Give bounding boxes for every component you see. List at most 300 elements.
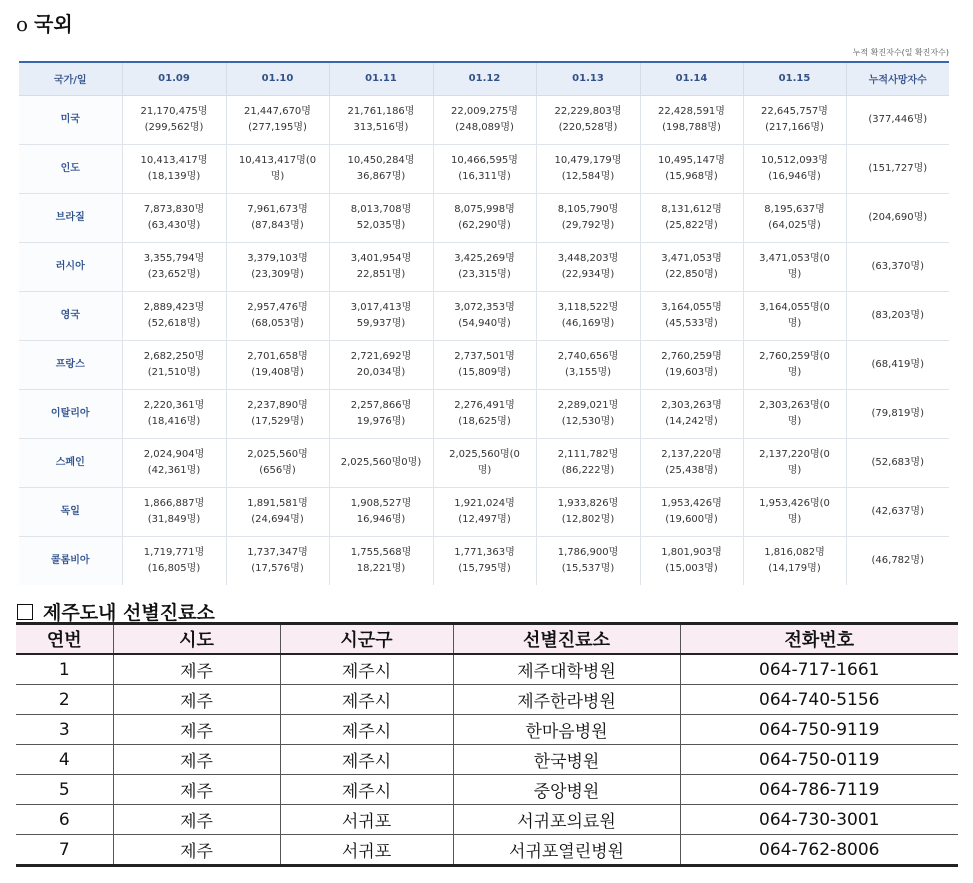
table-row xyxy=(19,291,949,340)
case-count-cell xyxy=(846,487,949,536)
case-count-cell xyxy=(433,144,536,193)
cell-text: (15,795명) xyxy=(458,562,511,574)
cell-text: (42,361명) xyxy=(147,464,201,476)
case-count-cell xyxy=(640,242,743,291)
table-cell: 6 xyxy=(16,805,113,835)
cell-text: 1,933,826명 xyxy=(557,497,619,509)
case-count-cell xyxy=(226,291,329,340)
table-row xyxy=(16,805,958,835)
table-cell: 064-750-0119 xyxy=(680,745,958,775)
column-header: 누적사망자수 xyxy=(846,62,949,95)
case-count-cell xyxy=(743,95,846,144)
cell-text: 명) xyxy=(787,366,802,378)
case-count-cell xyxy=(640,291,743,340)
cell-text: (248,089명) xyxy=(455,121,514,133)
cell-text: 52,035명) xyxy=(356,219,406,231)
cell-text: (24,694명) xyxy=(251,513,304,525)
cell-text: 1,786,900명 xyxy=(557,546,619,558)
case-count-cell xyxy=(433,536,536,585)
cell-text: (204,690명) xyxy=(868,211,928,223)
cell-text: 59,937명) xyxy=(356,317,406,329)
table-cell: 064-750-9119 xyxy=(680,715,958,745)
cell-text: (86,222명) xyxy=(561,464,615,476)
cell-text: (16,946명) xyxy=(768,170,821,182)
cell-text: 8,131,612명 xyxy=(661,203,722,215)
cell-text: (656명) xyxy=(259,464,296,476)
cell-text: 1,719,771명 xyxy=(143,546,205,558)
cell-text: 2,237,890명 xyxy=(247,399,308,411)
section-jeju-title-text: 제주도내 선별진료소 xyxy=(43,602,215,624)
table-cell: 제주 xyxy=(113,685,280,715)
section-overseas-title xyxy=(16,8,73,37)
cell-text: 명) xyxy=(477,464,492,476)
case-count-cell xyxy=(743,242,846,291)
cell-text: (22,934명) xyxy=(561,268,615,280)
column-header: 01.14 xyxy=(640,62,743,95)
column-header: 국가/일 xyxy=(19,62,122,95)
case-count-cell xyxy=(226,193,329,242)
cell-text: 2,760,259명 xyxy=(661,350,722,362)
cell-text: 1,866,887명 xyxy=(143,497,205,509)
case-count-cell xyxy=(536,291,640,340)
cell-text: (83,203명) xyxy=(871,309,924,321)
table-row xyxy=(19,242,949,291)
cell-text: (3,155명) xyxy=(564,366,612,378)
case-count-cell xyxy=(536,193,640,242)
cell-text: (87,843명) xyxy=(251,219,304,231)
country-name: 콜롬비아 xyxy=(19,536,122,585)
cell-text: 2,137,220명 xyxy=(661,448,722,460)
cell-text: 10,512,093명 xyxy=(761,154,828,166)
table-row xyxy=(16,685,958,715)
table-cell: 제주시 xyxy=(280,745,453,775)
column-header: 01.11 xyxy=(329,62,433,95)
country-name: 브라질 xyxy=(19,193,122,242)
case-count-cell xyxy=(743,291,846,340)
case-count-cell xyxy=(329,340,433,389)
case-count-cell xyxy=(536,438,640,487)
case-count-cell xyxy=(433,95,536,144)
column-header: 시도 xyxy=(113,624,280,655)
cell-text: 2,111,782명 xyxy=(557,448,619,460)
table-row xyxy=(19,193,949,242)
cell-text: 36,867명) xyxy=(356,170,406,182)
cell-text: 10,413,417명 xyxy=(140,154,208,166)
table-cell: 제주 xyxy=(113,835,280,866)
case-count-cell xyxy=(433,389,536,438)
cell-text: 2,025,560명 xyxy=(247,448,308,460)
case-count-cell xyxy=(640,487,743,536)
case-count-cell xyxy=(640,193,743,242)
cell-text: 명) xyxy=(270,170,285,182)
case-count-cell xyxy=(122,536,226,585)
cell-text: 2,737,501명 xyxy=(454,350,515,362)
table-cell: 제주 xyxy=(113,715,280,745)
table-cell: 제주시 xyxy=(280,775,453,805)
case-count-cell xyxy=(743,438,846,487)
case-count-cell xyxy=(640,95,743,144)
case-count-cell xyxy=(640,340,743,389)
case-count-cell xyxy=(329,242,433,291)
cell-text: 2,682,250명 xyxy=(143,350,205,362)
table-row xyxy=(16,745,958,775)
checkbox-square-icon xyxy=(17,604,33,620)
case-count-cell xyxy=(536,340,640,389)
cell-text: (217,166명) xyxy=(765,121,824,133)
section-overseas-title-text: 국외 xyxy=(34,12,73,36)
case-count-cell xyxy=(536,536,640,585)
cell-text: (21,510명) xyxy=(147,366,201,378)
case-count-cell xyxy=(226,340,329,389)
case-count-cell xyxy=(329,389,433,438)
cell-text: 7,961,673명 xyxy=(247,203,308,215)
cell-text: (18,416명) xyxy=(147,415,201,427)
case-count-cell xyxy=(536,389,640,438)
cell-text: 2,740,656명 xyxy=(557,350,619,362)
cell-text: 1,801,903명 xyxy=(661,546,722,558)
table-cell: 1 xyxy=(58,659,70,680)
cell-text: 3,164,055명 xyxy=(661,301,722,313)
cell-text: 2,276,491명 xyxy=(454,399,515,411)
table-cell: 3 xyxy=(16,715,113,745)
cell-text: (68,419명) xyxy=(871,358,924,370)
cell-text: 1,771,363명 xyxy=(454,546,515,558)
cell-text: 2,721,692명 xyxy=(350,350,412,362)
case-count-cell xyxy=(640,438,743,487)
case-count-cell xyxy=(226,438,329,487)
case-count-cell xyxy=(536,242,640,291)
case-count-cell xyxy=(743,389,846,438)
case-count-cell xyxy=(329,144,433,193)
cell-text: 22,009,275명 xyxy=(451,105,518,117)
cell-text: (299,562명) xyxy=(144,121,204,133)
cell-text: (12,497명) xyxy=(458,513,511,525)
cell-text: (23,652명) xyxy=(147,268,201,280)
case-count-cell xyxy=(226,242,329,291)
case-count-cell xyxy=(536,487,640,536)
table-cell: 064-786-7119 xyxy=(680,775,958,805)
cell-text: 21,761,186명 xyxy=(347,105,415,117)
cell-text: 8,105,790명 xyxy=(557,203,619,215)
case-count-cell xyxy=(122,242,226,291)
case-count-cell xyxy=(226,389,329,438)
case-count-cell xyxy=(536,144,640,193)
table-cell: 제주 xyxy=(113,654,280,685)
table-header-row xyxy=(16,624,958,655)
table-cell: 서귀포의료원 xyxy=(453,805,680,835)
case-count-cell xyxy=(640,389,743,438)
column-header: 01.12 xyxy=(433,62,536,95)
cell-text: 명) xyxy=(787,513,802,525)
cell-text: 22,645,757명 xyxy=(761,105,828,117)
case-count-cell xyxy=(433,487,536,536)
case-count-cell xyxy=(122,340,226,389)
cell-text: 1,816,082명 xyxy=(764,546,825,558)
cell-text: 3,379,103명 xyxy=(247,252,308,264)
cell-text: 3,072,353명 xyxy=(454,301,515,313)
cell-text: 2,289,021명 xyxy=(557,399,619,411)
table-cell: 064-762-8006 xyxy=(680,835,958,866)
case-count-cell xyxy=(640,144,743,193)
table-row xyxy=(19,487,949,536)
cell-text: (19,600명) xyxy=(665,513,718,525)
cell-text: 3,017,413명 xyxy=(350,301,412,313)
country-name: 인도 xyxy=(19,144,122,193)
cell-text: (52,683명) xyxy=(871,456,924,468)
country-name: 이탈리아 xyxy=(19,389,122,438)
case-count-cell xyxy=(226,95,329,144)
cell-text: 1,921,024명 xyxy=(454,497,515,509)
table-cell: 서귀포 xyxy=(280,835,453,866)
column-header: 전화번호 xyxy=(680,624,958,655)
column-header: 연번 xyxy=(16,624,113,655)
cell-text: 18,221명) xyxy=(356,562,406,574)
case-count-cell xyxy=(122,193,226,242)
cell-text: 2,137,220명(0 xyxy=(759,448,830,460)
cell-text: (17,576명) xyxy=(251,562,304,574)
cell-text: 2,303,263명 xyxy=(661,399,722,411)
case-count-cell xyxy=(846,438,949,487)
cell-text: (23,309명) xyxy=(251,268,304,280)
cell-text: 19,976명) xyxy=(356,415,406,427)
case-count-cell xyxy=(122,291,226,340)
table-cell: 제주 xyxy=(113,745,280,775)
case-count-cell xyxy=(329,438,433,487)
cell-text: (63,370명) xyxy=(871,260,924,272)
case-count-cell xyxy=(122,95,226,144)
cell-text: (25,438명) xyxy=(665,464,718,476)
column-header: 01.15 xyxy=(743,62,846,95)
case-count-cell xyxy=(743,193,846,242)
cell-text: 2,220,361명 xyxy=(143,399,205,411)
table-row xyxy=(16,835,958,866)
cell-text: (15,003명) xyxy=(665,562,718,574)
cell-text: (62,290명) xyxy=(458,219,511,231)
cell-text: (151,727명) xyxy=(868,162,928,174)
cell-text: 3,425,269명 xyxy=(454,252,515,264)
overseas-cases-table xyxy=(19,61,949,585)
cell-text: (63,430명) xyxy=(147,219,201,231)
case-count-cell xyxy=(846,193,949,242)
country-name: 미국 xyxy=(19,95,122,144)
cell-text: 명) xyxy=(787,268,802,280)
cell-text: (15,809명) xyxy=(458,366,511,378)
cell-text: 3,164,055명(0 xyxy=(759,301,830,313)
table-cell: 서귀포열린병원 xyxy=(453,835,680,866)
table-cell: 한마음병원 xyxy=(453,715,680,745)
cell-text: 7,873,830명 xyxy=(143,203,205,215)
cell-text: 명) xyxy=(787,415,802,427)
cell-text: 2,024,904명 xyxy=(143,448,205,460)
cell-text: 3,471,053명 xyxy=(661,252,722,264)
table-cell: 4 xyxy=(16,745,113,775)
cell-text: 2,025,560명0명) xyxy=(340,456,422,468)
cell-text: 3,118,522명 xyxy=(557,301,619,313)
cell-text: 3,471,053명(0 xyxy=(759,252,830,264)
table-cell: 중앙병원 xyxy=(453,775,680,805)
table-cell: 제주 xyxy=(113,775,280,805)
case-count-cell xyxy=(846,389,949,438)
cell-text: 2,760,259명(0 xyxy=(759,350,830,362)
cell-text: (198,788명) xyxy=(662,121,721,133)
table-cell: 제주대학병원 xyxy=(453,654,680,685)
case-count-cell xyxy=(226,144,329,193)
cell-text: 3,355,794명 xyxy=(143,252,205,264)
circle-bullet-icon: o xyxy=(16,12,29,36)
cell-text: 21,447,670명 xyxy=(244,105,311,117)
case-count-cell xyxy=(329,291,433,340)
cell-text: 10,413,417명(0 xyxy=(238,154,317,166)
section-jeju-title xyxy=(17,598,215,625)
cell-text: 2,889,423명 xyxy=(143,301,205,313)
table-cell: 제주시 xyxy=(280,685,453,715)
case-count-cell xyxy=(536,95,640,144)
case-count-cell xyxy=(226,536,329,585)
table-row xyxy=(19,389,949,438)
column-header: 01.10 xyxy=(226,62,329,95)
case-count-cell xyxy=(846,291,949,340)
cell-text: 313,516명) xyxy=(353,121,409,133)
cell-text: 22,851명) xyxy=(356,268,406,280)
case-count-cell xyxy=(433,291,536,340)
table-cell: 5 xyxy=(16,775,113,805)
table-cell: 제주한라병원 xyxy=(453,685,680,715)
case-count-cell xyxy=(846,242,949,291)
case-count-cell xyxy=(846,144,949,193)
cell-text: 3,401,954명 xyxy=(350,252,412,264)
case-count-cell xyxy=(846,536,949,585)
cell-text: 2,701,658명 xyxy=(247,350,308,362)
table-row xyxy=(19,144,949,193)
table-cell: 7 xyxy=(16,835,113,866)
cell-text: (46,169명) xyxy=(561,317,615,329)
cell-text: (15,968명) xyxy=(665,170,718,182)
column-header: 선별진료소 xyxy=(453,624,680,655)
table-row xyxy=(19,536,949,585)
cell-text: (14,242명) xyxy=(665,415,718,427)
case-count-cell xyxy=(329,193,433,242)
case-count-cell xyxy=(433,242,536,291)
cell-text: 2,025,560명(0 xyxy=(449,448,520,460)
cell-text: (12,802명) xyxy=(561,513,615,525)
cell-text: (18,625명) xyxy=(458,415,511,427)
cell-text: 16,946명) xyxy=(356,513,406,525)
jeju-clinics-table xyxy=(16,622,958,867)
case-count-cell xyxy=(122,438,226,487)
case-count-cell xyxy=(743,536,846,585)
case-count-cell xyxy=(329,536,433,585)
table-row xyxy=(19,95,949,144)
cell-text: (79,819명) xyxy=(871,407,924,419)
case-count-cell xyxy=(329,95,433,144)
case-count-cell xyxy=(433,438,536,487)
cell-text: (22,850명) xyxy=(665,268,718,280)
table-row xyxy=(19,340,949,389)
cell-text: (52,618명) xyxy=(147,317,201,329)
table-header-row xyxy=(19,62,949,95)
cell-text: (31,849명) xyxy=(147,513,201,525)
case-count-cell xyxy=(846,340,949,389)
case-count-cell xyxy=(846,95,949,144)
cell-text: (15,537명) xyxy=(561,562,615,574)
cell-text: 20,034명) xyxy=(356,366,406,378)
cell-text: (16,311명) xyxy=(458,170,511,182)
cell-text: 10,466,595명 xyxy=(451,154,518,166)
cell-text: (23,315명) xyxy=(458,268,511,280)
cell-text: (12,530명) xyxy=(561,415,615,427)
case-count-cell xyxy=(743,144,846,193)
case-count-cell xyxy=(433,193,536,242)
cell-text: (68,053명) xyxy=(251,317,304,329)
cell-text: 8,195,637명 xyxy=(764,203,825,215)
case-count-cell xyxy=(122,487,226,536)
case-count-cell xyxy=(433,340,536,389)
unit-note: 누적 확진자수(일 확진자수) xyxy=(852,48,949,57)
cell-text: (19,408명) xyxy=(251,366,304,378)
cell-text: (25,822명) xyxy=(665,219,718,231)
cell-text: (64,025명) xyxy=(768,219,821,231)
case-count-cell xyxy=(226,487,329,536)
table-cell: 064-730-3001 xyxy=(680,805,958,835)
cell-text: (19,603명) xyxy=(665,366,718,378)
cell-text: (46,782명) xyxy=(871,554,924,566)
table-cell: 한국병원 xyxy=(453,745,680,775)
country-name: 러시아 xyxy=(19,242,122,291)
cell-text: 1,891,581명 xyxy=(247,497,308,509)
table-row xyxy=(16,775,958,805)
cell-text: 10,450,284명 xyxy=(347,154,415,166)
cell-text: (12,584명) xyxy=(561,170,615,182)
cell-text: 1,908,527명 xyxy=(350,497,412,509)
table-cell: 제주 xyxy=(113,805,280,835)
case-count-cell xyxy=(640,536,743,585)
table-row xyxy=(19,438,949,487)
cell-text: 3,448,203명 xyxy=(557,252,619,264)
cell-text: 10,479,179명 xyxy=(554,154,622,166)
cell-text: (45,533명) xyxy=(665,317,718,329)
case-count-cell xyxy=(122,389,226,438)
cell-text: (16,805명) xyxy=(147,562,201,574)
cell-text: (42,637명) xyxy=(871,505,924,517)
cell-text: 10,495,147명 xyxy=(658,154,725,166)
cell-text: 1,953,426명 xyxy=(661,497,722,509)
cell-text: (29,792명) xyxy=(561,219,615,231)
table-cell: 064-717-1661 xyxy=(680,654,958,685)
table-cell: 제주시 xyxy=(280,654,453,685)
cell-text: (277,195명) xyxy=(248,121,307,133)
cell-text: 2,957,476명 xyxy=(247,301,308,313)
cell-text: 2,303,263명(0 xyxy=(759,399,830,411)
table-cell: 제주시 xyxy=(280,715,453,745)
cell-text: (18,139명) xyxy=(147,170,201,182)
case-count-cell xyxy=(743,487,846,536)
cell-text: (14,179명) xyxy=(768,562,821,574)
cell-text: 1,755,568명 xyxy=(350,546,412,558)
country-name: 독일 xyxy=(19,487,122,536)
cell-text: (54,940명) xyxy=(458,317,511,329)
table-cell: 서귀포 xyxy=(280,805,453,835)
cell-text: (17,529명) xyxy=(251,415,304,427)
cell-text: 22,428,591명 xyxy=(658,105,725,117)
cell-text: (220,528명) xyxy=(558,121,618,133)
country-name: 스페인 xyxy=(19,438,122,487)
cell-text: 8,013,708명 xyxy=(350,203,412,215)
cell-text: 21,170,475명 xyxy=(140,105,208,117)
cell-text: 22,229,803명 xyxy=(554,105,622,117)
cell-text: 명) xyxy=(787,317,802,329)
cell-text: 8,075,998명 xyxy=(454,203,515,215)
cell-text: (377,446명) xyxy=(868,113,928,125)
